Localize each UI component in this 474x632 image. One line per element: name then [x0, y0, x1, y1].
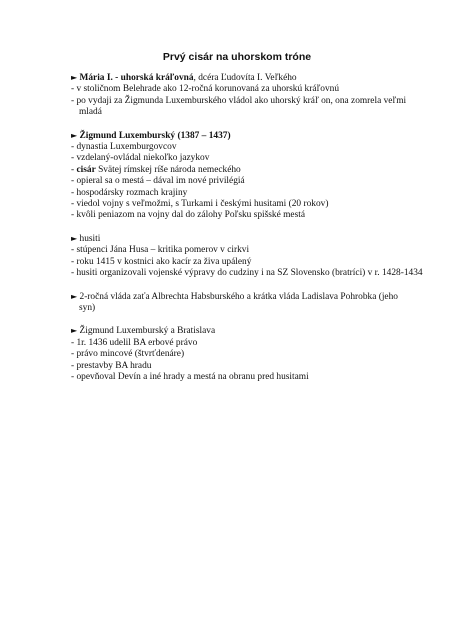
list-item: - roku 1415 v kostnici ako kacír za živa upálený	[71, 256, 252, 267]
arrow-bullet-icon: ►	[71, 326, 78, 336]
list-item-rest: Svätej rímskej ríše národa nemeckého	[95, 164, 241, 175]
heading-rest: , dcéra Ľudovíta I. Veľkého	[193, 73, 297, 83]
section-heading	[71, 233, 423, 245]
list-item: - opevňoval Devín a iné hrady a mestá na obranu pred husitami	[71, 371, 309, 382]
list-item: - v stoličnom Belehrade ako 12-ročná korunovaná za uhorskú kráľovnú	[71, 84, 340, 95]
section-heading	[71, 325, 423, 337]
list-item: - kvôli peniazom na vojny dal do zálohy Poľsku spišské mestá	[71, 210, 305, 221]
list-item-continuation: mladá	[79, 107, 102, 118]
document-body	[71, 72, 423, 394]
list-item: - husiti organizovali vojenské výpravy do cudziny i na SZ Slovensko (bratríci) v r. 1428-1434	[71, 268, 423, 279]
arrow-bullet-icon: ►	[71, 73, 78, 82]
heading-bold: Žigmund Luxemburský (1387 – 1437)	[79, 130, 231, 141]
heading-text: husiti	[79, 233, 101, 244]
emphasis: cisár	[76, 164, 96, 175]
section-zigmund	[71, 130, 423, 222]
section-heading	[71, 72, 423, 84]
page-title: Prvý cisár na uhorskom tróne	[162, 51, 312, 63]
heading-bold: Mária I. - uhorská kráľovná	[79, 73, 194, 83]
heading-continuation: syn)	[79, 302, 96, 313]
list-item: - po vydaji za Žigmunda Luxemburského vládol ako uhorský kráľ on, ona zomrela veľmi	[71, 95, 407, 106]
arrow-bullet-icon: ►	[71, 233, 78, 243]
heading-text: Žigmund Luxemburský a Bratislava	[79, 326, 216, 337]
heading-text: 2-ročná vláda zaťa Albrechta Habsburského a krátka vláda Ladislava Pohrobka (jeho	[79, 291, 398, 302]
list-item: - 1r. 1436 udelil BA erbové právo	[71, 337, 198, 348]
arrow-bullet-icon: ►	[71, 130, 78, 140]
list-item: - právo mincové (štvrťdenáre)	[71, 349, 185, 360]
list-item: - opieral sa o mestá – dával im nové privilégiá	[71, 176, 245, 187]
section-bratislava	[71, 325, 423, 383]
list-item: - viedol vojny s veľmožmi, s Turkami i českými husitami (20 rokov)	[71, 199, 329, 210]
section-heading	[71, 291, 423, 303]
list-item	[71, 165, 423, 176]
section-heading	[71, 130, 423, 142]
list-item-prefix: -	[71, 164, 77, 175]
section-albrecht	[71, 291, 423, 315]
list-item: - hospodársky rozmach krajiny	[71, 187, 188, 198]
section-maria	[71, 72, 423, 119]
list-item: - prestavby BA hradu	[71, 360, 152, 371]
list-item: - vzdelaný-ovládal niekoľko jazykov	[71, 153, 210, 164]
section-husiti	[71, 233, 423, 280]
arrow-bullet-icon: ►	[71, 291, 78, 301]
list-item: - dynastia Luxemburgovcov	[71, 142, 177, 153]
list-item: - stúpenci Jána Husa – kritika pomerov v cirkvi	[71, 245, 250, 256]
